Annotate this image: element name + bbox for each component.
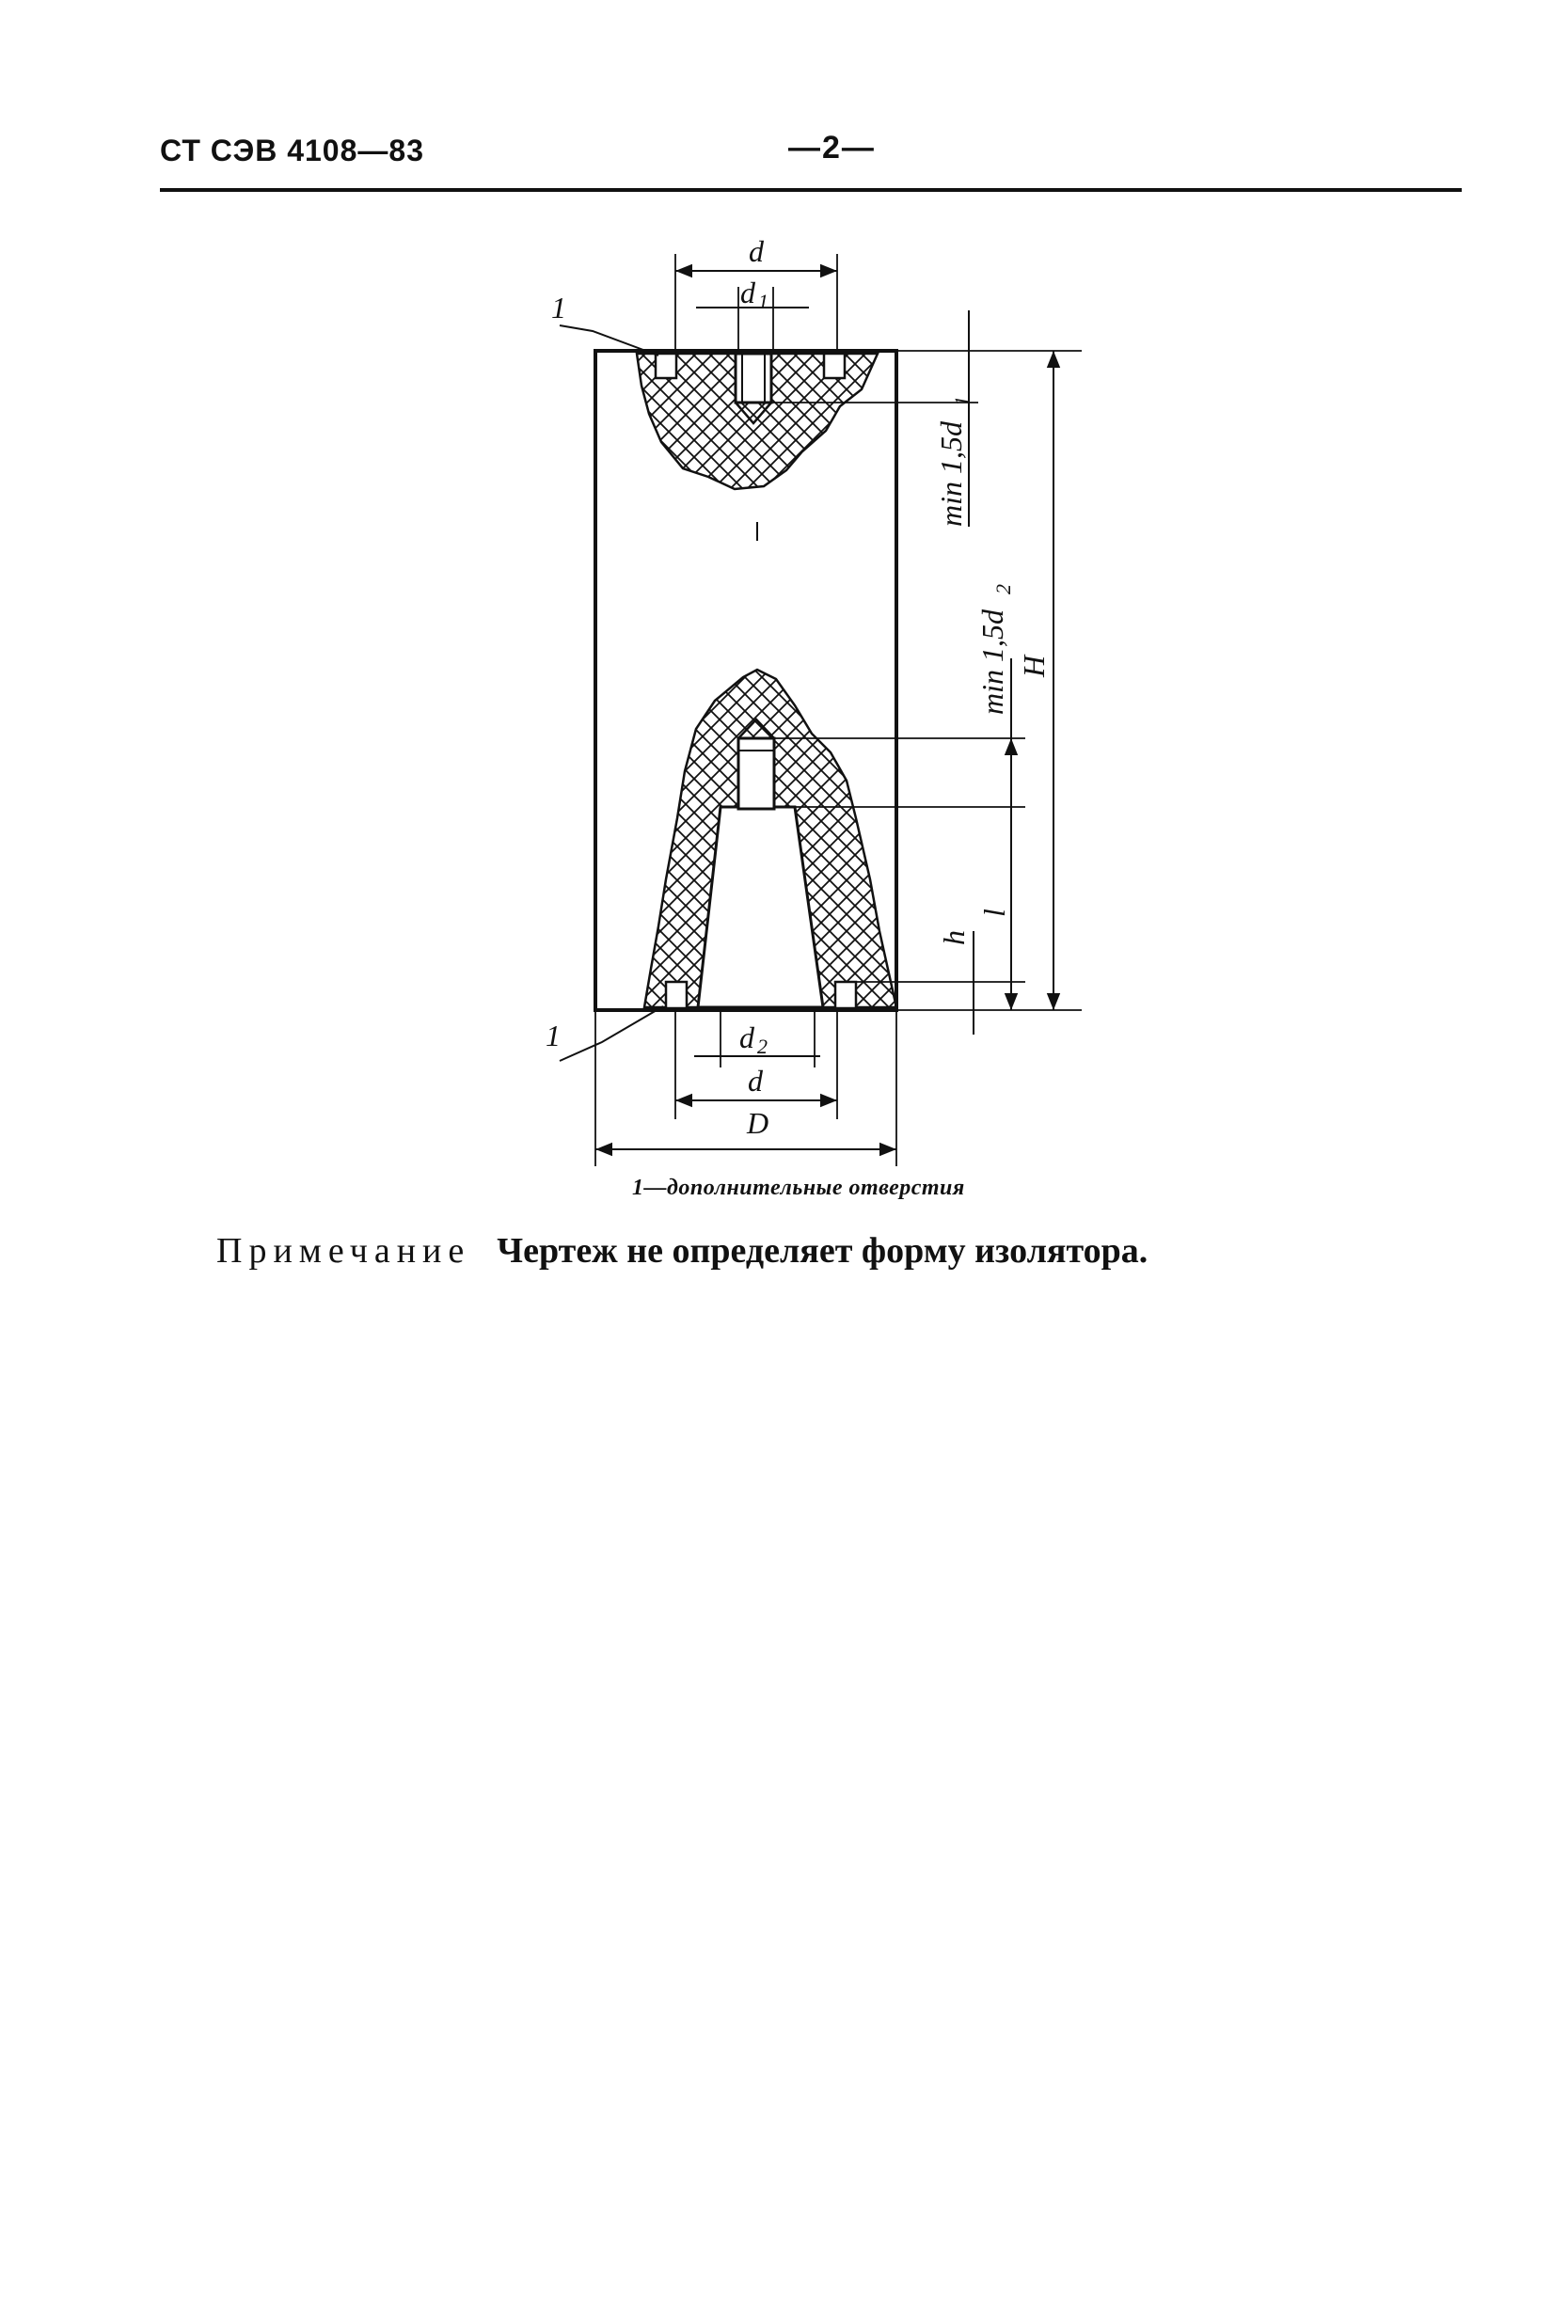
label-min-d2-sub: 2 bbox=[991, 584, 1015, 594]
label-min-d1: min 1,5d bbox=[934, 421, 968, 527]
top-additional-hole-left bbox=[656, 354, 676, 378]
label-H: H bbox=[1017, 655, 1051, 677]
bottom-additional-hole-left bbox=[666, 982, 687, 1008]
top-additional-hole-right bbox=[824, 354, 845, 378]
drawing-legend: 1—дополнительные отверстия bbox=[632, 1176, 965, 1200]
standard-code: СТ СЭВ 4108—83 bbox=[160, 134, 424, 167]
callout-bottom-leader bbox=[560, 1006, 663, 1061]
label-min-d1-sub: 1 bbox=[950, 396, 974, 406]
label-d1-sub: 1 bbox=[758, 290, 768, 313]
label-l: l bbox=[977, 909, 1011, 917]
label-d2-sub: 2 bbox=[757, 1035, 768, 1058]
label-min-d2: min 1,5d bbox=[975, 609, 1009, 715]
note-label: Примечание bbox=[216, 1231, 471, 1271]
note-text: Чертеж не определяет форму изолятора. bbox=[497, 1231, 1148, 1271]
bottom-additional-hole-right bbox=[835, 982, 856, 1008]
bottom-threaded-hole bbox=[738, 738, 774, 809]
label-d-bottom: d bbox=[748, 1064, 763, 1098]
note bbox=[216, 1230, 1148, 1272]
label-d2: d bbox=[739, 1020, 754, 1054]
label-d1: d bbox=[740, 276, 755, 309]
callout-top-number: 1 bbox=[551, 291, 566, 324]
label-D: D bbox=[747, 1106, 769, 1140]
label-d-top: d bbox=[749, 234, 764, 268]
label-h: h bbox=[937, 930, 971, 945]
callout-bottom-number: 1 bbox=[546, 1019, 561, 1052]
page-number: —2— bbox=[788, 130, 876, 166]
top-threaded-hole bbox=[736, 354, 771, 403]
